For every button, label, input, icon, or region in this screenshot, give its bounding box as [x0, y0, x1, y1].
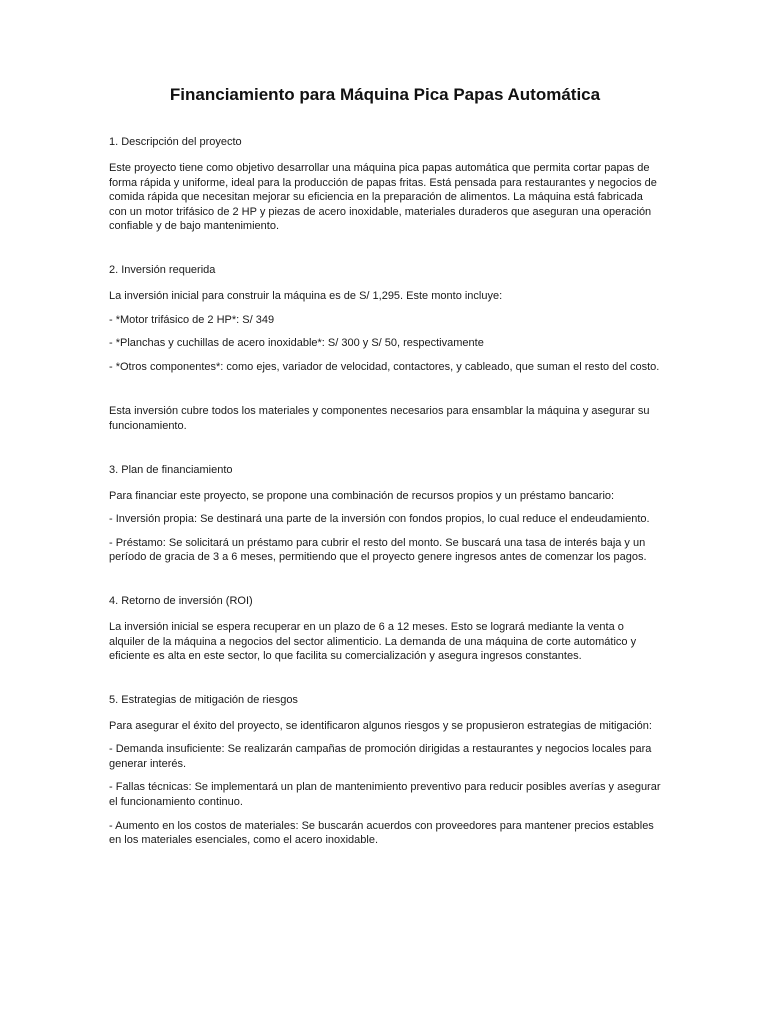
list-item: - *Otros componentes*: como ejes, variador de velocidad, contactores, y cableado, que suman el resto del costo.: [109, 360, 660, 373]
list-item: - *Planchas y cuchillas de acero inoxidable*: S/ 300 y S/ 50, respectivamente: [109, 337, 484, 350]
document-page: [109, 84, 661, 877]
section-risk-mitigation: [109, 693, 661, 848]
paragraph: Para asegurar el éxito del proyecto, se identificaron algunos riesgos y se propusieron estrategias de mitigación:: [109, 719, 652, 732]
section-heading: 5. Estrategias de mitigación de riesgos: [109, 693, 298, 706]
paragraph: La inversión inicial para construir la máquina es de S/ 1,295. Este monto incluye:: [109, 289, 503, 302]
document-title: Financiamiento para Máquina Pica Papas Automática: [169, 85, 601, 104]
section-financing-plan: [109, 463, 661, 565]
section-description: [109, 135, 661, 234]
paragraph: Esta inversión cubre todos los materiales y componentes necesarios para ensamblar la máquina y asegurar su funcionamiento.: [109, 405, 650, 432]
section-heading: 4. Retorno de inversión (ROI): [109, 594, 253, 607]
paragraph: Para financiar este proyecto, se propone una combinación de recursos propios y un préstamo bancario:: [109, 489, 615, 502]
section-roi: [109, 594, 661, 664]
list-item: - Fallas técnicas: Se implementará un plan de mantenimiento preventivo para reducir posibles averías y asegurar el funcionamiento continuo.: [109, 781, 661, 809]
list-item: - Aumento en los costos de materiales: Se buscarán acuerdos con proveedores para mantener precios estables en los materiales esenciales, como el acero inoxidable.: [109, 819, 654, 847]
paragraph: Este proyecto tiene como objetivo desarrollar una máquina pica papas automática que permita cortar papas de forma rápida y uniforme, ideal para la producción de papas fritas. Está pensada para restaurantes y negocios de comida rápida que necesitan mejorar su eficiencia en la preparación de alimentos. La máquina está fabricada con un motor trifásico de 2 HP y piezas de acero inoxidable, materiales duraderos que aseguran una operación confiable y de bajo mantenimiento.: [109, 162, 657, 233]
section-heading: 1. Descripción del proyecto: [109, 136, 242, 148]
list-item: - Inversión propia: Se destinará una parte de la inversión con fondos propios, lo cual reduce el endeudamiento.: [109, 513, 650, 526]
section-heading: 2. Inversión requerida: [109, 263, 216, 276]
list-item: - *Motor trifásico de 2 HP*: S/ 349: [109, 313, 275, 326]
list-item: - Préstamo: Se solicitará un préstamo para cubrir el resto del monto. Se buscará una tasa de interés baja y un período de gracia de 3 a 6 meses, permitiendo que el proyecto genere ingresos antes de comenzar los pagos.: [109, 536, 647, 564]
list-item: - Demanda insuficiente: Se realizarán campañas de promoción dirigidas a restaurantes y negocios locales para generar interés.: [109, 743, 652, 770]
section-heading: 3. Plan de financiamiento: [109, 463, 233, 476]
section-investment: [109, 263, 661, 434]
paragraph: La inversión inicial se espera recuperar en un plazo de 6 a 12 meses. Esto se logrará mediante la venta o alquiler de la máquina a negocios del sector alimenticio. La demanda de una máquina de corte automático y eficiente es alta en este sector, lo que facilita su comercialización y asegura ingresos constantes.: [109, 620, 637, 663]
